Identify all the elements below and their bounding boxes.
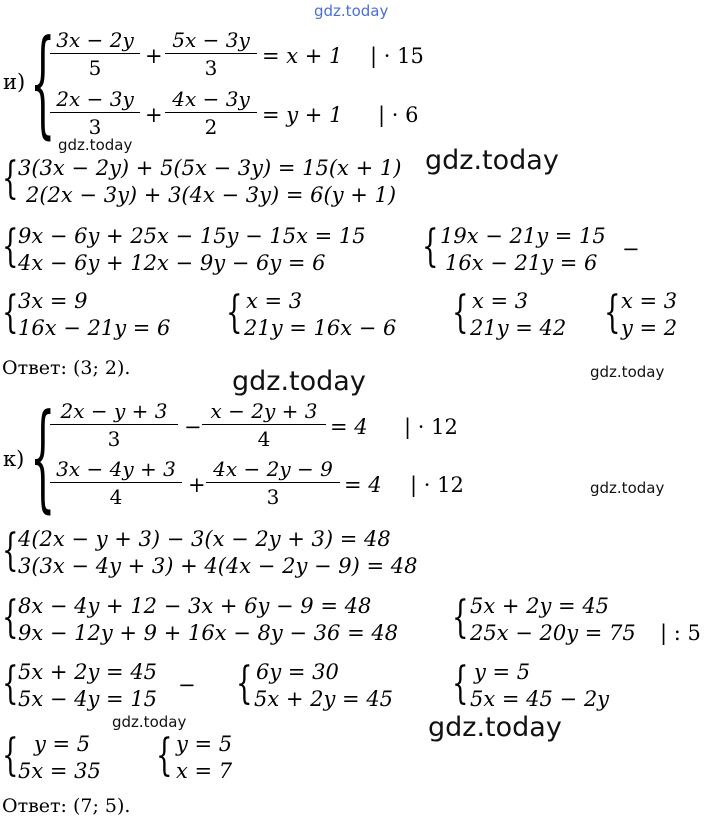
numerator: 5x − 3y xyxy=(165,28,257,54)
equation-line: 9x − 12y + 9 + 16x − 8y − 36 = 48 xyxy=(18,621,399,645)
equation-line: y = 5 xyxy=(474,660,531,684)
watermark: gdz.today xyxy=(590,479,665,497)
equation-rhs: = 4 xyxy=(344,473,382,497)
numerator: 4x − 2y − 9 xyxy=(206,457,340,483)
equation-line: 9x − 6y + 25x − 15y − 15x = 15 xyxy=(18,224,366,248)
equation-line: 5x − 4y = 15 xyxy=(18,687,158,711)
equation-line: 3(3x − 2y) + 5(5x − 3y) = 15(x + 1) xyxy=(18,156,402,180)
equation-line: 8x − 4y + 12 − 3x + 6y − 9 = 48 xyxy=(18,594,372,618)
part-label: к) xyxy=(3,447,25,471)
equation-line: 3(3x − 4y + 3) + 4(4x − 2y − 9) = 48 xyxy=(18,554,418,578)
denominator: 3 xyxy=(204,56,218,80)
watermark-top: gdz.today xyxy=(314,2,389,20)
fraction xyxy=(202,399,326,451)
equation-line: 4(2x − y + 3) − 3(x − 2y + 3) = 48 xyxy=(18,527,391,551)
equation-line: 3x = 9 xyxy=(18,289,88,313)
subtract-sign: − xyxy=(622,237,640,261)
fraction xyxy=(206,457,340,509)
denominator: 3 xyxy=(88,115,102,139)
equation-line: y = 2 xyxy=(621,316,678,340)
fraction xyxy=(50,87,140,139)
system-brace: { xyxy=(236,659,253,710)
multiplier: | · 6 xyxy=(378,103,419,127)
fraction xyxy=(165,87,257,139)
numerator: x − 2y + 3 xyxy=(202,399,326,425)
answer: Ответ: (3; 2). xyxy=(2,357,131,379)
subtract-sign: − xyxy=(178,673,196,697)
numerator: 4x − 3y xyxy=(165,87,257,113)
system-brace: { xyxy=(2,731,19,782)
denominator: 5 xyxy=(88,56,102,80)
numerator: 2x − 3y xyxy=(50,87,140,113)
system-brace: { xyxy=(422,222,439,273)
operator: + xyxy=(145,103,163,127)
equation-line: 5x + 2y = 45 xyxy=(254,687,394,711)
equation-line: y = 5 xyxy=(34,732,91,756)
equation-line: 6y = 30 xyxy=(256,660,339,684)
system-brace: { xyxy=(156,731,173,782)
denominator: 3 xyxy=(107,427,121,451)
equation-line: x = 7 xyxy=(176,759,233,783)
equation-line: x = 3 xyxy=(246,289,303,313)
watermark: gdz.today xyxy=(590,363,665,381)
answer: Ответ: (7; 5). xyxy=(2,795,131,817)
equation-line: x = 3 xyxy=(472,289,529,313)
operator: + xyxy=(188,473,206,497)
watermark: gdz.today xyxy=(58,136,133,154)
equation-rhs: = x + 1 xyxy=(262,44,343,68)
fraction xyxy=(165,28,257,80)
system-brace: { xyxy=(452,288,469,339)
watermark: gdz.today xyxy=(232,366,366,397)
equation-rhs: = 4 xyxy=(330,415,368,439)
operator: + xyxy=(145,44,163,68)
operator: − xyxy=(184,415,202,439)
equation-line: 16x − 21y = 6 xyxy=(18,316,171,340)
equation-line: 5x = 35 xyxy=(18,759,101,783)
denominator: 4 xyxy=(109,485,123,509)
multiplier: | · 12 xyxy=(410,473,464,497)
equation-line: 5x + 2y = 45 xyxy=(18,660,158,684)
equation-line: y = 5 xyxy=(176,732,233,756)
equation-line: 2(2x − 3y) + 3(4x − 3y) = 6(y + 1) xyxy=(26,183,397,207)
system-brace: { xyxy=(604,288,621,339)
system-brace: { xyxy=(2,659,19,710)
system-brace: { xyxy=(2,288,19,339)
system-brace: { xyxy=(30,392,56,526)
equation-line: 5x + 2y = 45 xyxy=(470,594,610,618)
system-brace: { xyxy=(2,154,19,205)
system-brace: { xyxy=(452,659,469,710)
denominator: 2 xyxy=(204,115,218,139)
system-brace: { xyxy=(2,526,19,577)
multiplier: | · 15 xyxy=(370,44,424,68)
denominator: 3 xyxy=(266,485,280,509)
system-brace: { xyxy=(2,593,19,644)
equation-line: 19x − 21y = 15 xyxy=(440,224,606,248)
fraction xyxy=(50,28,140,80)
part-label: и) xyxy=(3,70,26,94)
equation-line: 21y = 42 xyxy=(470,316,567,340)
denominator: 4 xyxy=(257,427,271,451)
watermark: gdz.today xyxy=(425,145,559,176)
divisor: | : 5 xyxy=(660,621,701,645)
equation-line: 4x − 6y + 12x − 9y − 6y = 6 xyxy=(18,251,326,275)
equation-line: 25x − 20y = 75 xyxy=(470,621,636,645)
numerator: 3x − 2y xyxy=(50,28,140,54)
numerator: 2x − y + 3 xyxy=(50,399,178,425)
equation-line: 16x − 21y = 6 xyxy=(445,251,598,275)
equation-line: 5x = 45 − 2y xyxy=(470,687,610,711)
equation-line: x = 3 xyxy=(621,289,678,313)
system-brace: { xyxy=(30,18,56,152)
watermark: gdz.today xyxy=(112,713,187,731)
equation-rhs: = y + 1 xyxy=(262,103,343,127)
equation-line: 21y = 16x − 6 xyxy=(244,316,397,340)
system-brace: { xyxy=(2,222,19,273)
system-brace: { xyxy=(226,288,243,339)
numerator: 3x − 4y + 3 xyxy=(50,457,182,483)
fraction xyxy=(50,399,178,451)
system-brace: { xyxy=(452,593,469,644)
watermark: gdz.today xyxy=(428,712,562,743)
fraction xyxy=(50,457,182,509)
multiplier: | · 12 xyxy=(404,415,458,439)
